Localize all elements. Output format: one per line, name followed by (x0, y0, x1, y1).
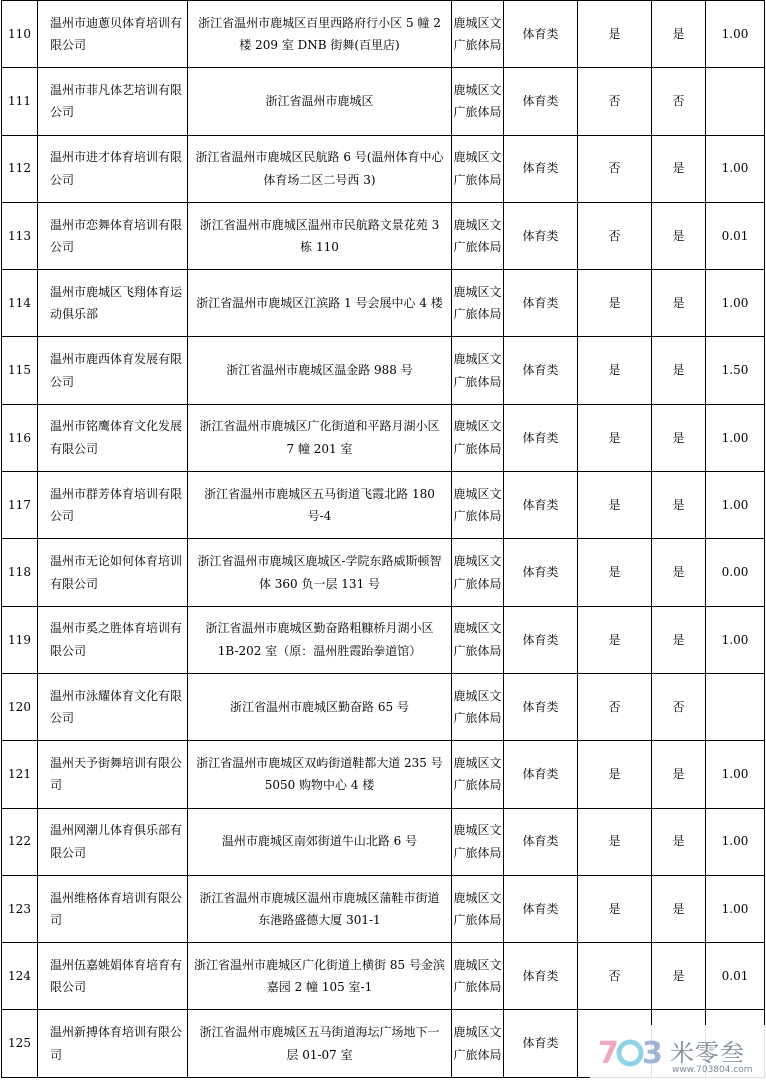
company-name-cell: 温州伍嘉姚娟体育培育有限公司 (38, 943, 188, 1010)
row-number-cell: 112 (2, 135, 38, 202)
table-row (2, 68, 765, 135)
amount-cell: 1.00 (706, 135, 765, 202)
table-row (2, 472, 765, 539)
flag-two-cell: 是 (652, 741, 706, 808)
category-cell: 体育类 (504, 1010, 578, 1077)
category-cell: 体育类 (504, 673, 578, 740)
table-row (2, 741, 765, 808)
department-cell: 鹿城区文广旅体局 (452, 875, 504, 942)
category-cell: 体育类 (504, 1, 578, 68)
company-name-cell: 温州市铭鹰体育文化发展有限公司 (38, 404, 188, 471)
amount-cell: 1.00 (706, 1, 765, 68)
flag-one-cell: 是 (578, 539, 652, 606)
department-cell: 鹿城区文广旅体局 (452, 270, 504, 337)
department-cell: 鹿城区文广旅体局 (452, 741, 504, 808)
department-cell: 鹿城区文广旅体局 (452, 1010, 504, 1077)
category-cell: 体育类 (504, 270, 578, 337)
company-name-cell: 温州市迪蔥贝体育培训有限公司 (38, 1, 188, 68)
watermark (590, 1025, 766, 1082)
table-row (2, 135, 765, 202)
flag-two-cell: 是 (652, 472, 706, 539)
flag-two-cell: 是 (652, 808, 706, 875)
category-cell: 体育类 (504, 741, 578, 808)
flag-one-cell: 否 (578, 673, 652, 740)
row-number-cell: 114 (2, 270, 38, 337)
company-name-cell: 温州市菲凡体艺培训有限公司 (38, 68, 188, 135)
flag-one-cell: 是 (578, 337, 652, 404)
row-number-cell: 118 (2, 539, 38, 606)
flag-one-cell: 是 (578, 404, 652, 471)
table-row (2, 606, 765, 673)
address-cell: 浙江省温州市鹿城区五马街道飞霞北路 180 号-4 (188, 472, 452, 539)
address-cell: 浙江省温州市鹿城区勤奋路粗糠桥月湖小区 1B-202 室（原：温州胜霞跆拳道馆） (188, 606, 452, 673)
category-cell: 体育类 (504, 808, 578, 875)
amount-cell: 0.01 (706, 943, 765, 1010)
table-row (2, 539, 765, 606)
company-name-cell: 温州天予街舞培训有限公司 (38, 741, 188, 808)
table-row (2, 270, 765, 337)
row-number-cell: 113 (2, 202, 38, 269)
row-number-cell: 122 (2, 808, 38, 875)
address-cell: 浙江省温州市鹿城区广化街道上横街 85 号金滨嘉园 2 幢 105 室-1 (188, 943, 452, 1010)
address-cell: 浙江省温州市鹿城区 (188, 68, 452, 135)
flag-two-cell: 是 (652, 337, 706, 404)
flag-one-cell: 是 (578, 472, 652, 539)
category-cell: 体育类 (504, 606, 578, 673)
data-table (1, 0, 765, 1078)
address-cell: 浙江省温州市鹿城区五马街道海坛广场地下一层 01-07 室 (188, 1010, 452, 1077)
department-cell: 鹿城区文广旅体局 (452, 539, 504, 606)
row-number-cell: 116 (2, 404, 38, 471)
flag-two-cell: 是 (652, 202, 706, 269)
row-number-cell: 119 (2, 606, 38, 673)
svg-text:7: 7 (598, 1036, 619, 1071)
department-cell: 鹿城区文广旅体局 (452, 1, 504, 68)
category-cell: 体育类 (504, 943, 578, 1010)
department-cell: 鹿城区文广旅体局 (452, 68, 504, 135)
flag-two-cell: 否 (652, 673, 706, 740)
company-name-cell: 温州市恋舞体育培训有限公司 (38, 202, 188, 269)
flag-one-cell: 否 (578, 68, 652, 135)
row-number-cell: 117 (2, 472, 38, 539)
row-number-cell: 125 (2, 1010, 38, 1077)
company-name-cell: 温州市泳耀体育文化有限公司 (38, 673, 188, 740)
company-name-cell: 温州市鹿城区飞翔体育运动俱乐部 (38, 270, 188, 337)
flag-one-cell: 否 (578, 202, 652, 269)
amount-cell: 1.00 (706, 875, 765, 942)
amount-cell: 1.50 (706, 337, 765, 404)
flag-one-cell: 否 (578, 135, 652, 202)
department-cell: 鹿城区文广旅体局 (452, 943, 504, 1010)
flag-two-cell: 是 (652, 875, 706, 942)
amount-cell (706, 673, 765, 740)
watermark-text: 米零叁 (670, 1039, 745, 1067)
category-cell: 体育类 (504, 68, 578, 135)
flag-one-cell: 是 (578, 606, 652, 673)
amount-cell: 0.01 (706, 202, 765, 269)
table-row (2, 808, 765, 875)
table-row (2, 673, 765, 740)
address-cell: 浙江省温州市鹿城区百里西路府行小区 5 幢 2 楼 209 室 DNB 街舞(百里店) (188, 1, 452, 68)
table-row (2, 337, 765, 404)
watermark-logo-icon (596, 1033, 666, 1071)
amount-cell: 1.00 (706, 270, 765, 337)
flag-two-cell: 是 (652, 606, 706, 673)
category-cell: 体育类 (504, 337, 578, 404)
svg-text:3: 3 (642, 1036, 663, 1071)
category-cell: 体育类 (504, 135, 578, 202)
category-cell: 体育类 (504, 472, 578, 539)
department-cell: 鹿城区文广旅体局 (452, 337, 504, 404)
flag-one-cell: 否 (578, 943, 652, 1010)
address-cell: 浙江省温州市鹿城区江滨路 1 号会展中心 4 楼 (188, 270, 452, 337)
company-name-cell: 温州网潮儿体育俱乐部有限公司 (38, 808, 188, 875)
row-number-cell: 111 (2, 68, 38, 135)
row-number-cell: 121 (2, 741, 38, 808)
address-cell: 浙江省温州市鹿城区温州市民航路文景花苑 3 栋 110 (188, 202, 452, 269)
company-name-cell: 温州市奚之胜体育培训有限公司 (38, 606, 188, 673)
amount-cell: 1.00 (706, 808, 765, 875)
table-row (2, 1, 765, 68)
amount-cell (706, 68, 765, 135)
company-name-cell: 温州市鹿西体育发展有限公司 (38, 337, 188, 404)
table-row (2, 943, 765, 1010)
department-cell: 鹿城区文广旅体局 (452, 472, 504, 539)
flag-two-cell: 是 (652, 1, 706, 68)
amount-cell: 1.00 (706, 404, 765, 471)
company-name-cell: 温州新搏体育培训有限公司 (38, 1010, 188, 1077)
address-cell: 浙江省温州市鹿城区勤奋路 65 号 (188, 673, 452, 740)
address-cell: 温州市鹿城区南郊街道牛山北路 6 号 (188, 808, 452, 875)
flag-one-cell: 是 (578, 270, 652, 337)
row-number-cell: 123 (2, 875, 38, 942)
address-cell: 浙江省温州市鹿城区温州市鹿城区蒲鞋市街道东港路盛德大厦 301-1 (188, 875, 452, 942)
amount-cell: 0.00 (706, 539, 765, 606)
department-cell: 鹿城区文广旅体局 (452, 135, 504, 202)
flag-two-cell: 否 (652, 68, 706, 135)
department-cell: 鹿城区文广旅体局 (452, 404, 504, 471)
watermark-url: www.703804.com (672, 1065, 753, 1075)
row-number-cell: 115 (2, 337, 38, 404)
category-cell: 体育类 (504, 202, 578, 269)
company-name-cell: 温州市无论如何体育培训有限公司 (38, 539, 188, 606)
flag-one-cell: 是 (578, 808, 652, 875)
row-number-cell: 110 (2, 1, 38, 68)
flag-two-cell: 是 (652, 270, 706, 337)
table-row (2, 202, 765, 269)
department-cell: 鹿城区文广旅体局 (452, 808, 504, 875)
amount-cell: 1.00 (706, 606, 765, 673)
company-name-cell: 温州维格体育培训有限公司 (38, 875, 188, 942)
flag-one-cell: 是 (578, 875, 652, 942)
flag-one-cell: 是 (578, 1, 652, 68)
flag-two-cell: 是 (652, 404, 706, 471)
table-row (2, 404, 765, 471)
row-number-cell: 120 (2, 673, 38, 740)
category-cell: 体育类 (504, 875, 578, 942)
flag-two-cell: 是 (652, 135, 706, 202)
department-cell: 鹿城区文广旅体局 (452, 673, 504, 740)
address-cell: 浙江省温州市鹿城区双屿街道鞋都大道 235 号 5050 购物中心 4 楼 (188, 741, 452, 808)
address-cell: 浙江省温州市鹿城区温金路 988 号 (188, 337, 452, 404)
address-cell: 浙江省温州市鹿城区鹿城区-学院东路威斯顿智体 360 负一层 131 号 (188, 539, 452, 606)
row-number-cell: 124 (2, 943, 38, 1010)
address-cell: 浙江省温州市鹿城区民航路 6 号(温州体育中心体育场二区二号西 3) (188, 135, 452, 202)
company-name-cell: 温州市群芳体育培训有限公司 (38, 472, 188, 539)
category-cell: 体育类 (504, 539, 578, 606)
flag-two-cell: 是 (652, 943, 706, 1010)
category-cell: 体育类 (504, 404, 578, 471)
department-cell: 鹿城区文广旅体局 (452, 606, 504, 673)
address-cell: 浙江省温州市鹿城区广化街道和平路月湖小区 7 幢 201 室 (188, 404, 452, 471)
department-cell: 鹿城区文广旅体局 (452, 202, 504, 269)
amount-cell: 1.00 (706, 472, 765, 539)
company-name-cell: 温州市进才体育培训有限公司 (38, 135, 188, 202)
amount-cell: 1.00 (706, 741, 765, 808)
table-row (2, 875, 765, 942)
flag-one-cell: 是 (578, 741, 652, 808)
flag-two-cell: 是 (652, 539, 706, 606)
